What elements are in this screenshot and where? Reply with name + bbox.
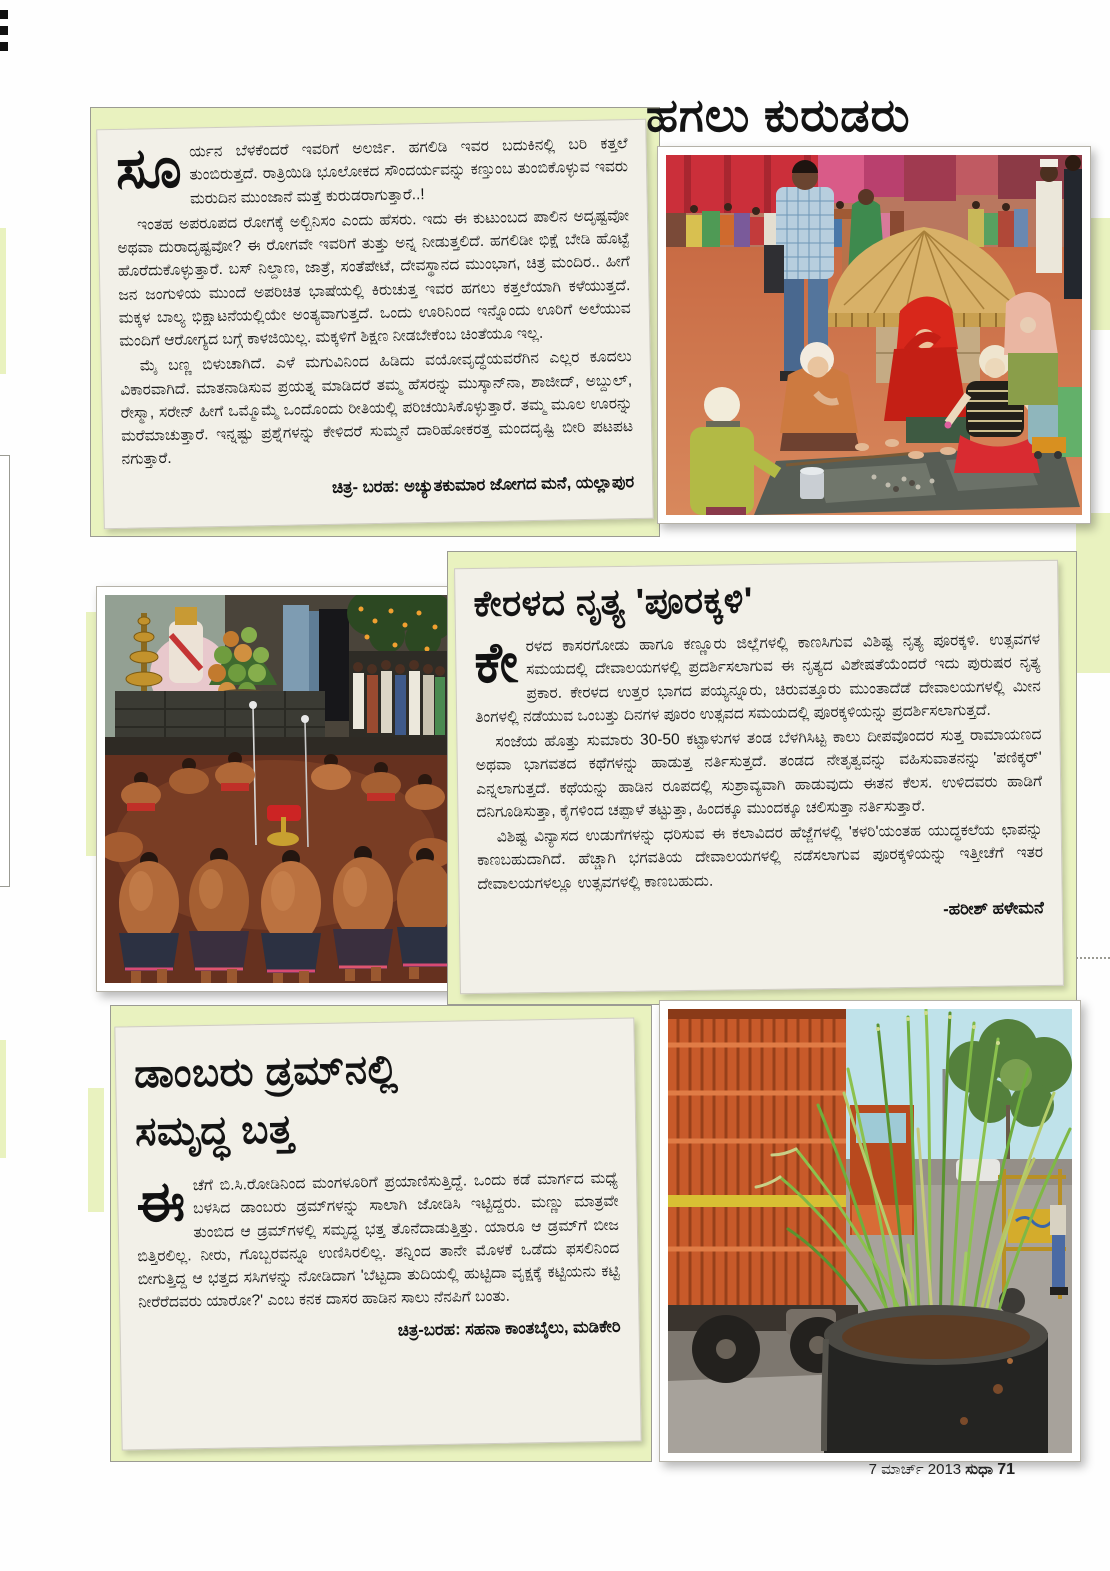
article-paper-poorakkali — [454, 560, 1064, 994]
headline-line: ಸಮೃದ್ಧ ಬತ್ತ — [134, 1107, 295, 1155]
drop-cap: ಸೂ — [115, 135, 183, 200]
article-paragraph: ಇಂತಹ ಅಪರೂಪದ ರೋಗಕ್ಕೆ ಅಲ್ಬಿನಿಸಂ ಎಂದು ಹೆಸರು. ಇದು ಈ ಕುಟುಂಬದ ಪಾಲಿನ ಅದೃಷ್ಟವೋ ಅಥವಾ ದುರಾದೃಷ್ಟವೋ? ಈ ರೋಗವೇ ಇವರಿಗೆ ತುತ್ತು ಅನ್ನ ನೀಡುತ್ತಲಿದೆ. ಹಗಲಿಡೀ ಭಿಕ್ಷೆ ಬೇಡಿ ಹೊಟ್ಟೆ ಹೊರೆದುಕೊಳ್ಳುತ್ತಾರೆ. ಬಸ್ ನಿಲ್ದಾಣ, ಜಾತ್ರೆ, ಸಂತೆಪೇಟೆ, ದೇವಸ್ಥಾನದ ಮುಂಭಾಗ, ಚಿತ್ರ ಮಂದಿರ.. ಹೀಗೆ ಜನ ಜಂಗುಳಿಯ ಮುಂದೆ ಅಪರಿಚಿತ ಭಾಷೆಯಲ್ಲಿ ಕಿರುಚುತ್ತ ಇವರ ಹಗಲು ಕತ್ತಲೆಯಾಗಿ ಕಳೆಯುತ್ತದೆ. ಮಕ್ಕಳ ಬಾಲ್ಯ ಭಿಕ್ಷಾಟನೆಯಲ್ಲಿಯೇ ಅಂತ್ಯವಾಗುತ್ತದೆ. ಒಂದು ಊರಿನಿಂದ ಇನ್ನೊಂದು ಊರಿಗೆ ಅಲೆಯುವ ಮಂದಿಗೆ ಆರೋಗ್ಯದ ಬಗ್ಗೆ ಕಾಳಜಿಯಿಲ್ಲ. ಮಕ್ಕಳಿಗೆ ಶಿಕ್ಷಣ ನೀಡಬೇಕೆಂಬ ಚಿಂತೆಯೂ ಇಲ್ಲ. — [117, 206, 631, 350]
print-mark — [0, 42, 8, 51]
byline: ಚಿತ್ರ-ಬರಹ: ಸಹನಾ ಕಾಂತಬೈಲು, ಮಡಿಕೇರಿ — [397, 1317, 621, 1340]
article-headline: ಕೇರಳದ ನೃತ್ಯ 'ಪೂರಕ್ಕಳಿ' — [473, 579, 754, 624]
decorative-strip — [0, 455, 10, 887]
decorative-strip — [0, 228, 6, 374]
issue-date: 7 ಮಾರ್ಚ್ 2013 — [868, 1461, 962, 1478]
decorative-strip — [1076, 513, 1110, 673]
article-paper-drum-paddy — [114, 1017, 641, 1450]
drop-cap: ಈ — [135, 1169, 186, 1234]
drum-paddy-illustration — [668, 1009, 1072, 1453]
article-headline — [134, 1037, 618, 1161]
page-footer — [705, 1461, 1015, 1479]
article-paragraph: ಮೈ ಬಣ್ಣ ಬಿಳುಚಾಗಿದೆ. ಎಳೆ ಮಗುವಿನಿಂದ ಹಿಡಿದು ವಯೋವೃದ್ಧೆಯವರೆಗಿನ ಎಲ್ಲರ ಕೂದಲು ವಿಕಾರವಾಗಿದೆ. ಮಾತನಾಡಿಸುವ ಪ್ರಯತ್ನ ಮಾಡಿದರೆ ತಮ್ಮ ಹೆಸರನ್ನು ಮುಸ್ಕಾನ್‌ನಾ, ಶಾಜೀದ್, ಅಬ್ದುಲ್, ರೇಸ್ಮಾ, ಸರೇನ್ ಹೀಗೆ ಒಮ್ಮೊಮ್ಮೆ ಒಂದೊಂದು ರೀತಿಯಲ್ಲಿ ಪರಿಚಯಿಸಿಕೊಳ್ಳುತ್ತಾರೆ. ತಮ್ಮ ಮೂಲ ಊರನ್ನು ಮರೆಮಾಚುತ್ತಾರೆ. ಇನ್ನಷ್ಟು ಪ್ರಶ್ನೆಗಳನ್ನು ಕೇಳಿದರೆ ಸುಮ್ಮನೆ ದಾರಿಹೋಕರತ್ತ ಮಂದದೃಷ್ಟಿ ಬೀರಿ ಪಟಪಟ ನಗುತ್ತಾರೆ. — [120, 348, 634, 469]
magazine-name: ಸುಧಾ — [965, 1461, 994, 1478]
article-paragraph: ರ್ಯನ ಬೆಳಕೆಂದರೆ ಇವರಿಗೆ ಅಲರ್ಜಿ. ಹಗಲಿಡಿ ಇವರ ಬದುಕಿನಲ್ಲಿ ಬರಿ ಕತ್ತಲೆ ತುಂಬಿರುತ್ತದೆ. ರಾತ್ರಿಯಿಡಿ ಭೂಲೋಕದ ಸೌಂದರ್ಯವನ್ನು ಕಣ್ತುಂಬ ತುಂಬಿಕೊಳ್ಳುವ ಇವರು ಮರುದಿನ ಮುಂಜಾನೆ ಮತ್ತೆ ಕುರುಡರಾಗುತ್ತಾರೆ..! — [188, 135, 629, 208]
dotted-divider — [1076, 957, 1110, 959]
decorative-strip — [88, 1088, 104, 1212]
article-paragraph: ವಿಶಿಷ್ಟ ವಿನ್ಯಾಸದ ಉಡುಗೆಗಳನ್ನು ಧರಿಸುವ ಈ ಕಲಾವಿದರ ಹೆಜ್ಜೆಗಳಲ್ಲಿ 'ಕಳರಿ'ಯಂತಹ ಯುದ್ಧಕಲೆಯ ಛಾಪನ್ನು ಕಾಣಬಹುದಾಗಿದೆ. ಹೆಚ್ಚಾಗಿ ಭಗವತಿಯ ದೇವಾಲಯಗಳಲ್ಲಿ ನಡೆಸಲಾಗುವ ಪೂರಕ್ಕಳಿಯನ್ನು ಇತ್ತೀಚೆಗೆ ಇತರ ದೇವಾಲಯಗಳಲ್ಲೂ ಉತ್ಸವಗಳಲ್ಲಿ ಕಾಣಬಹುದು. — [477, 821, 1044, 893]
byline: ಚಿತ್ರ- ಬರಹ: ಅಚ್ಯುತಕುಮಾರ ಜೋಗದ ಮನೆ, ಯಲ್ಲಾಪುರ — [331, 472, 635, 497]
photo-albino-family — [657, 146, 1091, 524]
fair-scene-illustration — [666, 155, 1082, 515]
photo-drum-paddy — [659, 1000, 1081, 1462]
article-paragraph: ಚೆಗೆ ಬಿ.ಸಿ.ರೋಡಿನಿಂದ ಮಂಗಳೂರಿಗೆ ಪ್ರಯಾಣಿಸುತ್ತಿದ್ದೆ. ಒಂದು ಕಡೆ ಮಾರ್ಗದ ಮಧ್ಯೆ ಬಳಸಿದ ಡಾಂಬರು ಡ್ರಮ್‌ಗಳನ್ನು ಸಾಲಾಗಿ ಜೋಡಿಸಿ ಇಟ್ಟಿದ್ದರು. ಮಣ್ಣು ಮಾತ್ರವೇ ತುಂಬಿದ ಆ ಡ್ರಮ್‌ಗಳಲ್ಲಿ ಸಮೃದ್ಧ ಭತ್ತ ತೊನೆದಾಡುತ್ತಿತ್ತು. ಯಾರೂ ಆ ಡ್ರಮ್‌ಗೆ ಬೀಜ ಬಿತ್ತಿರಲಿಲ್ಲ. ನೀರು, ಗೊಬ್ಬರವನ್ನೂ ಉಣಿಸಿರಲಿಲ್ಲ. ತನ್ನಿಂದ ತಾನೇ ಮೊಳಕೆ ಒಡೆದು ಫಸಲಿನಿಂದ ಬೀಗುತ್ತಿದ್ದ ಆ ಭತ್ತದ ಸಸಿಗಳನ್ನು ನೋಡಿದಾಗ 'ಬೆಟ್ಟದಾ ತುದಿಯಲ್ಲಿ ಹುಟ್ಟಿದಾ ವೃಕ್ಷಕ್ಕೆ ಕಟ್ಟಿಯನು ಕಟ್ಟಿ ನೀರೆರೆದವರು ಯಾರೋ?' ಎಂಬ ಕನಕ ದಾಸರ ಹಾಡಿನ ಸಾಲು ನೆನಪಿಗೆ ಬಂತು. — [137, 1169, 620, 1312]
article-paragraph: ರಳದ ಕಾಸರಗೋಡು ಹಾಗೂ ಕಣ್ಣೂರು ಜಿಲ್ಲೆಗಳಲ್ಲಿ ಕಾಣಸಿಗುವ ವಿಶಿಷ್ಟ ನೃತ್ಯ ಪೂರಕ್ಕಳಿ. ಉತ್ಸವಗಳ ಸಮಯದಲ್ಲಿ ದೇವಾಲಯಗಳಲ್ಲಿ ಪ್ರದರ್ಶಿಸಲಾಗುವ ಈ ನೃತ್ಯದ ವಿಶೇಷತೆಯೆಂದರೆ ಇದು ಪುರುಷರ ನೃತ್ಯ ಪ್ರಕಾರ. ಕೇರಳದ ಉತ್ತರ ಭಾಗದ ಪಯ್ಯನ್ನೂರು, ಚಿರುವತ್ತೂರು ಮುಂತಾದೆಡೆ ದೇವಾಲಯಗಳಲ್ಲಿ ಮೀನ ತಿಂಗಳಲ್ಲಿ ನಡೆಯುವ ಒಂಬತ್ತು ದಿನಗಳ ಪೂರಂ ಉತ್ಸವದ ಸಮಯದಲ್ಲಿ ಪೂರಕ್ಕಳಿಯನ್ನು ಪ್ರದರ್ಶಿಸಲಾಗುತ್ತದೆ. — [475, 631, 1041, 726]
page-title: ಹಗಲು ಕುರುಡರು — [646, 89, 911, 141]
print-mark — [0, 10, 8, 19]
headline-line: ಡಾಂಬರು ಡ್ರಮ್‌ನಲ್ಲಿ — [133, 1047, 399, 1097]
decorative-strip — [0, 1040, 6, 1158]
byline: -ಹರೀಶ್ ಹಳೇಮನೆ — [943, 898, 1044, 919]
print-mark — [0, 26, 8, 35]
article-paragraph: ಸಂಜೆಯ ಹೊತ್ತು ಸುಮಾರು 30-50 ಕಟ್ಟಾಳುಗಳ ತಂಡ ಬೆಳಗಿಸಿಟ್ಟ ಕಾಲು ದೀಪವೊಂದರ ಸುತ್ತ ರಾಮಾಯಣದ ಅಥವಾ ಭಾಗವತದ ಕಥೆಗಳನ್ನು ಹಾಡುತ್ತ ನರ್ತಿಸುತ್ತದೆ. ತಂಡದ ನೇತೃತ್ವವನ್ನು ವಹಿಸುವಾತನನ್ನು 'ಪಣಿಕ್ಕರ್' ಎನ್ನಲಾಗುತ್ತದೆ. ಕಥೆಯನ್ನು ಹಾಡಿನ ರೂಪದಲ್ಲಿ ಸುಶ್ರಾವ್ಯವಾಗಿ ಹಾಡುವುದು ಈತನ ಕೆಲಸ. ಉಳಿದವರು ಹಾಡಿಗೆ ದನಿಗೂಡಿಸುತ್ತಾ, ಕೈಗಳಿಂದ ಚಪ್ಪಾಳೆ ತಟ್ಟುತ್ತಾ, ಹಿಂದಕ್ಕೂ ಮುಂದಕ್ಕೂ ಚಲಿಸುತ್ತಾ ನರ್ತಿಸುತ್ತಾರೆ. — [475, 726, 1043, 821]
page-number: 71 — [997, 1461, 1015, 1478]
article-paper-day-blind — [96, 119, 654, 529]
photo-poorakkali-dance — [96, 586, 456, 992]
temple-dance-illustration — [105, 595, 447, 983]
drop-cap: ಕೇ — [473, 630, 519, 694]
